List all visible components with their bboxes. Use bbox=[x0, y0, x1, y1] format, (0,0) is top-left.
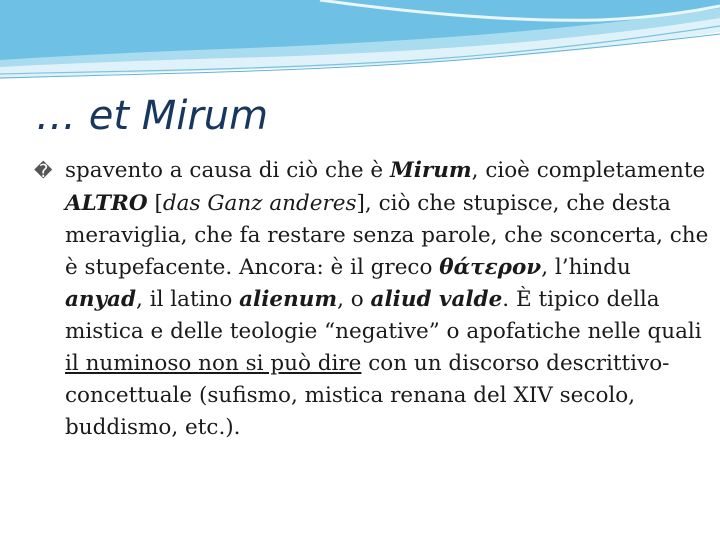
emphasized-term: aliud valde bbox=[370, 287, 503, 312]
paragraph-text: ], ciò che stupisce, che desta meraviglia, che fa restare senza parole, che sconcerta, che è stupefacente. Ancora: è il greco bbox=[65, 191, 709, 280]
paragraph-text: , il latino bbox=[136, 287, 240, 312]
paragraph-text: , l’hindu bbox=[541, 255, 631, 280]
emphasized-term: θάτερον bbox=[439, 255, 542, 280]
paragraph-text: spavento a causa di ciò che è bbox=[65, 158, 390, 183]
emphasized-term: alienum bbox=[239, 287, 338, 312]
paragraph-text: , cioè completamente bbox=[471, 158, 706, 183]
paragraph-text: [ bbox=[147, 191, 163, 216]
bullet-glyph: � bbox=[34, 161, 53, 182]
emphasized-term: anyad bbox=[65, 287, 137, 312]
slide-title: … et Mirum bbox=[36, 93, 269, 139]
underlined-phrase: il numinoso non si può dire bbox=[65, 351, 362, 376]
emphasized-term: ALTRO bbox=[65, 191, 148, 216]
header-wave-decoration bbox=[0, 0, 720, 90]
paragraph-text: . È tipico della mistica e delle teologie “negative” o apofatiche nelle quali bbox=[65, 287, 702, 344]
italic-phrase: das Ganz anderes bbox=[162, 191, 357, 216]
paragraph-text: , o bbox=[337, 287, 371, 312]
emphasized-term: Mirum bbox=[389, 158, 472, 183]
paragraph-text: con un discorso descrittivo-concettuale (sufismo, mistica renana del XIV secolo, buddismo, etc.). bbox=[65, 351, 670, 440]
slide-body-text bbox=[34, 155, 715, 444]
